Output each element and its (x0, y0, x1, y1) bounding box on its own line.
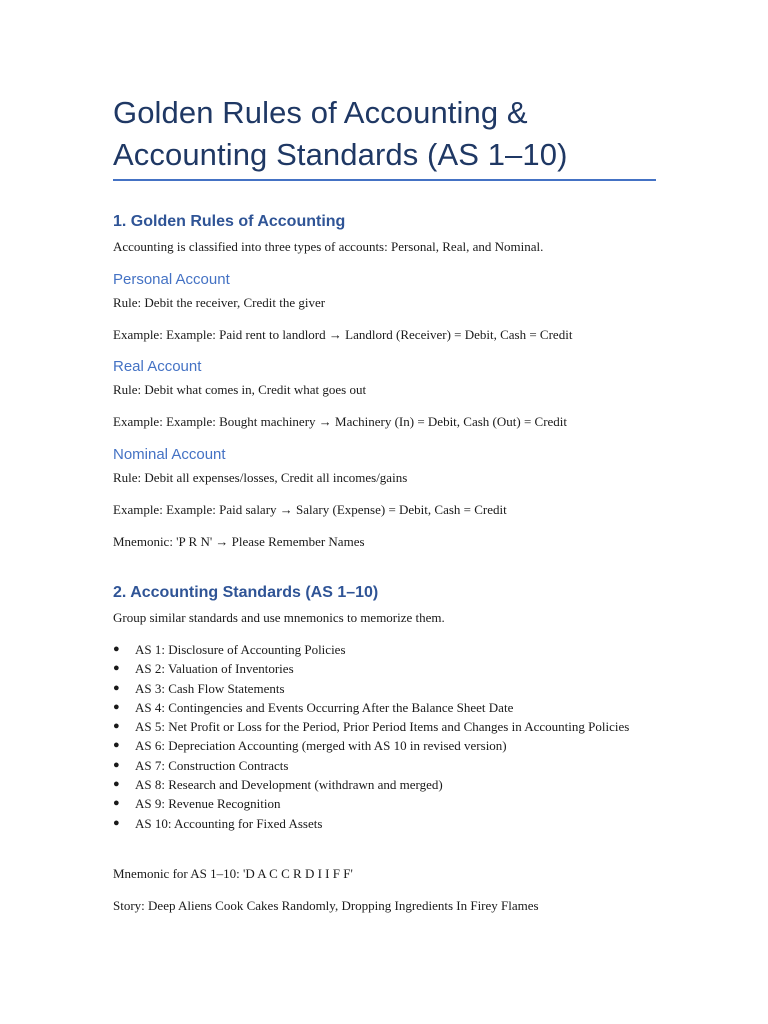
list-item (113, 717, 658, 736)
list-item (113, 775, 658, 794)
bullet-icon: ● (113, 643, 120, 655)
bullet-icon: ● (113, 700, 120, 713)
list-item-text: AS 7: Construction Contracts (135, 757, 289, 773)
section2-heading: 2. Accounting Standards (AS 1–10) (113, 584, 379, 601)
bullet-icon: ● (113, 681, 120, 694)
list-item-text: AS 4: Contingencies and Events Occurring After the Balance Sheet Date (135, 699, 514, 715)
bullet-icon: ● (113, 720, 120, 733)
list-item (113, 640, 658, 659)
list-item-text: AS 1: Disclosure of Accounting Policies (135, 642, 346, 657)
as-mnemonic: Mnemonic for AS 1–10: 'D A C C R D I I F F' (113, 866, 353, 881)
list-item (113, 756, 658, 775)
nominal-account-example: Example: Example: Paid salary → Salary (Expense) = Debit, Cash = Credit (113, 502, 507, 517)
title-underline (113, 179, 656, 181)
real-account-example: Example: Example: Bought machinery → Machinery (In) = Debit, Cash (Out) = Credit (113, 414, 568, 429)
prn-mnemonic: Mnemonic: 'P R N' → Please Remember Names (113, 534, 365, 549)
list-item-text: AS 10: Accounting for Fixed Assets (135, 815, 323, 831)
list-item (113, 659, 658, 678)
list-item-text: AS 6: Depreciation Accounting (merged with AS 10 in revised version) (135, 738, 507, 754)
section1-heading: 1. Golden Rules of Accounting (113, 213, 346, 230)
section1-intro: Accounting is classified into three types of accounts: Personal, Real, and Nominal. (113, 239, 544, 254)
list-item-text: AS 8: Research and Development (withdrawn and merged) (135, 777, 443, 793)
bullet-icon: ● (113, 797, 120, 810)
nominal-account-rule: Rule: Debit all expenses/losses, Credit all incomes/gains (113, 470, 408, 485)
personal-account-heading: Personal Account (113, 271, 230, 288)
list-item (113, 736, 658, 755)
list-item-text: AS 3: Cash Flow Statements (135, 680, 285, 696)
personal-account-example: Example: Example: Paid rent to landlord → Landlord (Receiver) = Debit, Cash = Credit (113, 327, 573, 342)
personal-account-rule: Rule: Debit the receiver, Credit the giver (113, 295, 326, 310)
as-mnemonic-story: Story: Deep Aliens Cook Cakes Randomly, Dropping Ingredients In Firey Flames (113, 898, 539, 913)
bullet-icon: ● (113, 778, 120, 791)
list-item (113, 814, 658, 833)
bullet-icon: ● (113, 816, 120, 829)
bullet-icon: ● (113, 758, 120, 771)
list-item (113, 794, 658, 813)
list-item (113, 679, 658, 698)
list-item-text: AS 2: Valuation of Inventories (135, 661, 294, 677)
section2-intro: Group similar standards and use mnemonics to memorize them. (113, 610, 445, 625)
real-account-rule: Rule: Debit what comes in, Credit what goes out (113, 382, 367, 397)
real-account-heading: Real Account (113, 358, 202, 375)
bullet-icon: ● (113, 662, 120, 675)
accounting-standards-list (113, 640, 658, 833)
nominal-account-heading: Nominal Account (113, 446, 226, 463)
list-item-text: AS 9: Revenue Recognition (135, 796, 281, 812)
document-title: Golden Rules of Accounting & Accounting Standards (AS 1–10) (113, 95, 568, 172)
list-item (113, 698, 658, 717)
list-item-text: AS 5: Net Profit or Loss for the Period, Prior Period Items and Changes in Accounting Policies (135, 719, 630, 735)
bullet-icon: ● (113, 739, 120, 752)
